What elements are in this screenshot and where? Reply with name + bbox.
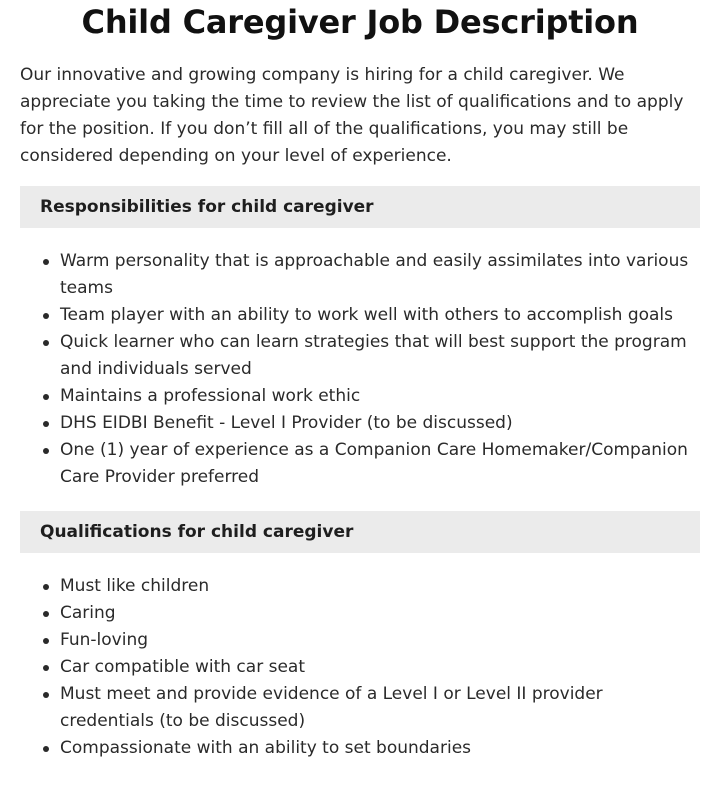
intro-paragraph: Our innovative and growing company is hiring for a child caregiver. We appreciate you taking the time to review the list of qualifications and to apply for the position. If you don’t fill all of the qualifications, you may still be considered depending on your level of experience. [20, 65, 684, 166]
list-item: Compassionate with an ability to set boundaries [60, 735, 700, 762]
list-item: Caring [60, 600, 700, 627]
list-item: Must like children [60, 573, 700, 600]
responsibilities-heading: Responsibilities for child caregiver [20, 186, 700, 228]
list-item: One (1) year of experience as a Companion Care Homemaker/Companion Care Provider preferred [60, 437, 700, 491]
list-item: Quick learner who can learn strategies that will best support the program and individuals served [60, 329, 700, 383]
list-item: Maintains a professional work ethic [60, 383, 700, 410]
list-item: Team player with an ability to work well with others to accomplish goals [60, 302, 700, 329]
page-title: Child Caregiver Job Description [81, 3, 639, 41]
qualifications-heading: Qualifications for child caregiver [20, 511, 700, 553]
list-item: Must meet and provide evidence of a Level I or Level II provider credentials (to be discussed) [60, 681, 700, 735]
list-item: DHS EIDBI Benefit - Level I Provider (to be discussed) [60, 410, 700, 437]
qualifications-list [20, 573, 700, 762]
responsibilities-list [20, 248, 700, 491]
list-item: Fun-loving [60, 627, 700, 654]
list-item: Car compatible with car seat [60, 654, 700, 681]
list-item: Warm personality that is approachable and easily assimilates into various teams [60, 248, 700, 302]
